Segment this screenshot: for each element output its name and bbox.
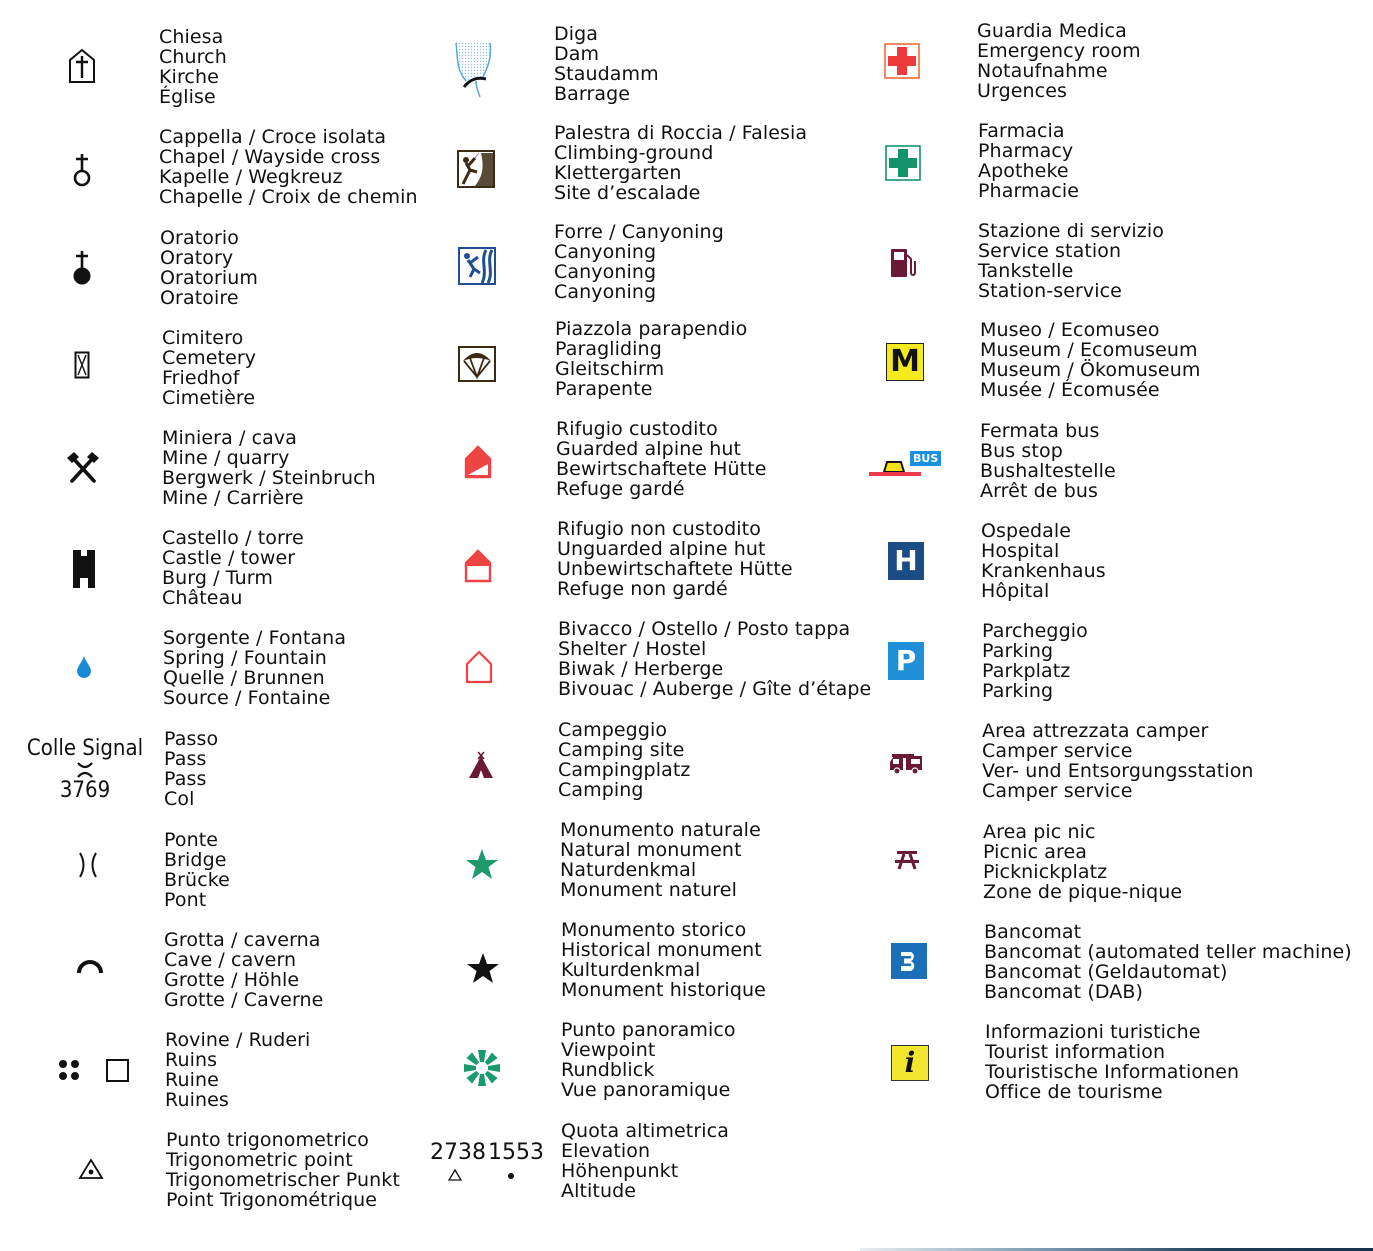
legend-line: Cave / cavern <box>164 949 297 971</box>
legend-line: Guardia Medica <box>977 20 1127 42</box>
legend-line: Informazioni turistiche <box>985 1021 1201 1043</box>
legend-line: Unguarded alpine hut <box>557 538 766 560</box>
natural-monument-icon <box>462 844 502 884</box>
mine-icon <box>60 445 106 491</box>
legend-line: Ospedale <box>981 520 1072 542</box>
viewpoint-icon <box>462 1048 502 1088</box>
legend-line: Picnic area <box>983 841 1088 863</box>
legend-entry-ruins <box>0 1027 430 1127</box>
legend-line: Trigonometrischer Punkt <box>166 1169 400 1191</box>
legend-text <box>163 628 346 708</box>
legend-entry-bus-stop <box>860 419 1373 519</box>
legend-entry-hospital <box>860 519 1373 619</box>
legend-line: Ruine <box>165 1069 219 1091</box>
legend-text <box>985 1022 1239 1102</box>
museum-icon: M <box>886 343 924 381</box>
legend-line: Friedhof <box>162 367 240 389</box>
legend-entry-spring <box>0 625 430 725</box>
legend-line: Forre / Canyoning <box>554 221 724 243</box>
legend-line: Tankstelle <box>978 260 1074 282</box>
legend-line: Bergwerk / Steinbruch <box>162 467 376 489</box>
guarded-hut-icon <box>460 442 496 482</box>
legend-line: Viewpoint <box>561 1039 656 1061</box>
pass-elevation-label: 3769 <box>59 778 111 803</box>
legend-line: Krankenhaus <box>981 560 1106 582</box>
legend-line: Trigonometric point <box>166 1149 353 1171</box>
legend-line: Camping <box>558 779 644 801</box>
legend-line: Grotte / Caverne <box>164 989 324 1011</box>
castle-icon <box>62 547 106 591</box>
legend-text <box>984 922 1352 1002</box>
legend-line: Camper service <box>982 780 1133 802</box>
legend-entry-tourist-info <box>860 1020 1373 1120</box>
legend-line: Picknickplatz <box>983 861 1108 883</box>
legend-text <box>165 1030 310 1110</box>
legend-entry-historical-monument <box>420 918 870 1018</box>
legend-text <box>558 619 871 699</box>
legend-line: Kirche <box>159 66 219 88</box>
legend-line: Rovine / Ruderi <box>165 1029 311 1051</box>
legend-entry-oratory <box>0 224 430 324</box>
emergency-room-icon <box>882 41 922 81</box>
legend-line: Mine / Carrière <box>162 487 304 509</box>
legend-line: Quelle / Brunnen <box>163 667 325 689</box>
legend-line: Grotte / Höhle <box>164 969 300 991</box>
legend-text <box>554 123 807 203</box>
legend-line: Bancomat <box>984 921 1082 943</box>
cemetery-icon <box>62 343 102 387</box>
bus-badge: BUS <box>910 451 941 466</box>
legend-entry-picnic-area <box>860 820 1373 920</box>
legend-line: Natural monument <box>560 839 742 861</box>
legend-line: Touristische Informationen <box>985 1061 1240 1083</box>
legend-text <box>561 920 766 1000</box>
legend-text <box>555 319 747 399</box>
legend-entry-climbing <box>420 121 870 221</box>
legend-line: Passo <box>164 728 219 750</box>
legend-line: Parking <box>982 680 1054 702</box>
legend-line: Chiesa <box>159 26 224 48</box>
legend-line: Cimitero <box>162 327 244 349</box>
legend-line: Rifugio custodito <box>556 418 718 440</box>
legend-text <box>162 428 376 508</box>
legend-line: Paragliding <box>555 338 662 360</box>
legend-line: Brücke <box>164 869 230 891</box>
legend-line: Église <box>159 86 216 108</box>
legend-line: Dam <box>554 43 600 65</box>
legend-line: Parapente <box>555 378 653 400</box>
legend-entry-mine <box>0 425 430 525</box>
legend-line: Palestra di Roccia / Falesia <box>554 122 808 144</box>
legend-entry-service-station <box>860 219 1373 319</box>
legend-line: Parcheggio <box>982 620 1088 642</box>
legend-line: Chapelle / Croix de chemin <box>159 186 418 208</box>
legend-entry-guarded-hut <box>420 418 870 518</box>
legend-line: Shelter / Hostel <box>558 638 707 660</box>
legend-line: Rifugio non custodito <box>557 518 761 540</box>
legend-line: Hôpital <box>981 580 1050 602</box>
legend-line: Refuge non gardé <box>557 578 728 600</box>
legend-entry-unguarded-hut <box>420 518 870 618</box>
historical-monument-icon <box>463 948 503 988</box>
legend-text <box>977 21 1141 101</box>
legend-line: Punto trigonometrico <box>166 1129 370 1151</box>
tourist-info-icon: i <box>891 1045 929 1081</box>
dam-icon <box>448 36 504 102</box>
paragliding-icon <box>456 344 498 384</box>
shelter-icon <box>461 648 497 686</box>
legend-line: Cimetière <box>162 387 256 409</box>
legend-line: Museo / Ecomuseo <box>980 319 1160 341</box>
legend-text <box>557 519 793 599</box>
legend-line: Miniera / cava <box>162 427 297 449</box>
legend-line: Pont <box>164 889 207 911</box>
legend-entry-viewpoint <box>420 1018 870 1118</box>
legend-line: Monumento storico <box>561 919 747 941</box>
legend-text <box>978 121 1079 201</box>
legend-line: Unbewirtschaftete Hütte <box>557 558 793 580</box>
church-icon <box>60 44 104 88</box>
unguarded-hut-icon <box>460 546 496 586</box>
legend-line: Bancomat (automated teller machine) <box>984 941 1352 963</box>
elevation-dot-icon <box>507 1172 515 1180</box>
legend-entry-cemetery <box>0 325 430 425</box>
picnic-icon <box>890 846 924 874</box>
pass-symbol-icon <box>75 761 95 779</box>
hospital-icon: H <box>888 542 924 580</box>
legend-line: Bancomat (DAB) <box>984 981 1143 1003</box>
legend-line: Elevation <box>561 1140 651 1162</box>
bridge-icon <box>66 845 110 885</box>
legend-entry-trig-point <box>0 1127 430 1227</box>
legend-line: Ver- und Entsorgungsstation <box>982 760 1254 782</box>
legend-line: Pass <box>164 748 207 770</box>
legend-entry-camper-service <box>860 719 1373 819</box>
legend-line: Parkplatz <box>982 660 1071 682</box>
legend-line: Stazione di servizio <box>978 220 1164 242</box>
legend-entry-shelter <box>420 618 870 718</box>
legend-line: Monument historique <box>561 979 766 1001</box>
legend-line: Historical monument <box>561 939 762 961</box>
legend-entry-museum <box>860 319 1373 419</box>
climbing-icon <box>454 147 498 191</box>
legend-line: Tourist information <box>985 1041 1166 1063</box>
legend-line: Arrêt de bus <box>980 480 1099 502</box>
legend-text <box>978 221 1164 301</box>
legend-line: Pharmacie <box>978 180 1080 202</box>
legend-line: Diga <box>554 23 599 45</box>
legend-line: Refuge gardé <box>556 478 685 500</box>
legend-line: Camping site <box>558 739 685 761</box>
legend-text <box>981 521 1106 601</box>
legend-line: Oratoire <box>160 287 239 309</box>
legend-line: Sorgente / Fontana <box>163 627 347 649</box>
elevation-triangle-icon <box>448 1169 462 1181</box>
legend-line: Pass <box>164 768 207 790</box>
legend-line: Bancomat (Geldautomat) <box>984 961 1228 983</box>
legend-entry-pass <box>0 726 430 826</box>
legend-line: Bridge <box>164 849 227 871</box>
legend-text <box>159 27 227 107</box>
legend-line: Château <box>162 587 243 609</box>
legend-line: Church <box>159 46 227 68</box>
legend-text <box>164 830 230 910</box>
legend-line: Castello / torre <box>162 527 304 549</box>
legend-line: Grotta / caverna <box>164 929 321 951</box>
legend-line: Gleitschirm <box>555 358 665 380</box>
legend-line: Farmacia <box>978 120 1065 142</box>
elevation-point-value: 1553 <box>488 1140 544 1165</box>
legend-text <box>982 721 1254 801</box>
legend-line: Ponte <box>164 829 219 851</box>
legend-line: Castle / tower <box>162 547 296 569</box>
legend-line: Zone de pique-nique <box>983 881 1183 903</box>
legend-text <box>166 1130 400 1210</box>
legend-line: Campingplatz <box>558 759 691 781</box>
legend-text <box>164 930 323 1010</box>
legend-line: Cemetery <box>162 347 257 369</box>
legend-line: Piazzola parapendio <box>555 318 748 340</box>
legend-text <box>554 24 659 104</box>
legend-line: Camper service <box>982 740 1133 762</box>
legend-text <box>162 328 256 408</box>
pass-name-label: Colle Signal <box>26 736 144 761</box>
ruins-icon <box>52 1051 134 1091</box>
legend-line: Canyoning <box>554 261 657 283</box>
legend-line: Ruins <box>165 1049 218 1071</box>
legend-line: Service station <box>978 240 1122 262</box>
legend-line: Naturdenkmal <box>560 859 697 881</box>
legend-line: Campeggio <box>558 719 668 741</box>
legend-text <box>558 720 690 800</box>
legend-line: Site d’escalade <box>554 182 701 204</box>
legend-line: Kulturdenkmal <box>561 959 701 981</box>
legend-line: Bivacco / Ostello / Posto tappa <box>558 618 851 640</box>
legend-entry-bridge <box>0 827 430 927</box>
legend-line: Station-service <box>978 280 1122 302</box>
legend-line: Cappella / Croce isolata <box>159 126 387 148</box>
legend-line: Oratory <box>160 247 234 269</box>
legend-entry-pharmacy <box>860 119 1373 219</box>
legend-line: Vue panoramique <box>561 1079 731 1101</box>
camping-icon <box>464 748 498 782</box>
spring-icon <box>64 645 104 689</box>
legend-entry-natural-monument <box>420 818 870 918</box>
legend-line: Bus stop <box>980 440 1063 462</box>
pharmacy-icon <box>883 143 923 183</box>
legend-text <box>554 222 724 302</box>
legend-line: Kapelle / Wegkreuz <box>159 166 343 188</box>
legend-line: Spring / Fountain <box>163 647 327 669</box>
legend-line: Biwak / Herberge <box>558 658 724 680</box>
legend-text <box>560 820 761 900</box>
legend-entry-atm <box>860 920 1373 1020</box>
legend-line: Oratorium <box>160 267 259 289</box>
legend-line: Chapel / Wayside cross <box>159 146 381 168</box>
legend-line: Museum / Ecomuseum <box>980 339 1198 361</box>
legend-text <box>561 1121 729 1201</box>
legend-entry-canyoning <box>420 220 870 320</box>
bus-stop-icon <box>868 447 942 479</box>
legend-line: Col <box>164 788 195 810</box>
legend-line: Parking <box>982 640 1054 662</box>
legend-entry-camping <box>420 718 870 818</box>
legend-line: Monument naturel <box>560 879 737 901</box>
legend-text <box>982 621 1088 701</box>
legend-line: Burg / Turm <box>162 567 273 589</box>
legend-entry-parking <box>860 619 1373 719</box>
camper-icon <box>886 749 926 777</box>
legend-line: Canyoning <box>554 241 657 263</box>
legend-text <box>159 127 418 207</box>
elevation-trig-value: 2738 <box>430 1140 486 1165</box>
pass-icon <box>20 728 150 812</box>
legend-line: Point Trigonométrique <box>166 1189 378 1211</box>
legend-line: Oratorio <box>160 227 239 249</box>
parking-icon: P <box>888 642 924 680</box>
legend-entry-emergency-room <box>860 19 1373 119</box>
legend-line: Guarded alpine hut <box>556 438 742 460</box>
atm-icon <box>891 943 927 979</box>
legend-line: Ruines <box>165 1089 229 1111</box>
legend-line: Source / Fontaine <box>163 687 331 709</box>
legend-text <box>160 228 258 308</box>
legend-line: Altitude <box>561 1180 637 1202</box>
legend-line: Monumento naturale <box>560 819 761 841</box>
legend-line: Office de tourisme <box>985 1081 1163 1103</box>
legend-text <box>980 421 1116 501</box>
legend-line: Bivouac / Auberge / Gîte d’étape <box>558 678 872 700</box>
chapel-icon <box>60 148 104 192</box>
legend-text <box>983 822 1182 902</box>
legend-line: Barrage <box>554 83 631 105</box>
cave-icon <box>68 945 112 985</box>
legend-line: Staudamm <box>554 63 659 85</box>
legend-entry-chapel <box>0 124 430 224</box>
legend-line: Notaufnahme <box>977 60 1108 82</box>
elevation-icon <box>428 1140 550 1188</box>
legend-line: Musée / Écomusée <box>980 379 1160 401</box>
fuel-pump-icon <box>886 245 920 281</box>
legend-text <box>980 320 1200 400</box>
legend-line: Fermata bus <box>980 420 1100 442</box>
legend-line: Rundblick <box>561 1059 655 1081</box>
canyoning-icon <box>455 244 499 288</box>
legend-line: Mine / quarry <box>162 447 290 469</box>
legend-line: Climbing-ground <box>554 142 714 164</box>
legend-text <box>556 419 767 499</box>
legend-line: Museum / Ökomuseum <box>980 359 1201 381</box>
legend-line: Canyoning <box>554 281 657 303</box>
legend-line: Punto panoramico <box>561 1019 736 1041</box>
legend-entry-elevation <box>420 1118 870 1218</box>
legend-line: Apotheke <box>978 160 1069 182</box>
legend-line: Pharmacy <box>978 140 1074 162</box>
legend-text <box>164 729 218 809</box>
legend-line: Bushaltestelle <box>980 460 1116 482</box>
legend-line: Area attrezzata camper <box>982 720 1209 742</box>
legend-line: Emergency room <box>977 40 1141 62</box>
legend-entry-dam <box>420 22 870 122</box>
legend-line: Bewirtschaftete Hütte <box>556 458 767 480</box>
oratory-icon <box>60 246 104 290</box>
legend-line: Area pic nic <box>983 821 1096 843</box>
legend-entry-church <box>0 24 430 124</box>
legend-line: Klettergarten <box>554 162 682 184</box>
legend-text <box>561 1020 736 1100</box>
legend-entry-castle <box>0 525 430 625</box>
legend-text <box>162 528 304 608</box>
legend-line: Urgences <box>977 80 1068 102</box>
legend-line: Hospital <box>981 540 1060 562</box>
legend-entry-cave <box>0 927 430 1027</box>
legend-line: Höhenpunkt <box>561 1160 679 1182</box>
trig-point-icon <box>70 1149 112 1189</box>
legend-entry-paragliding <box>420 318 870 418</box>
legend-line: Quota altimetrica <box>561 1120 729 1142</box>
